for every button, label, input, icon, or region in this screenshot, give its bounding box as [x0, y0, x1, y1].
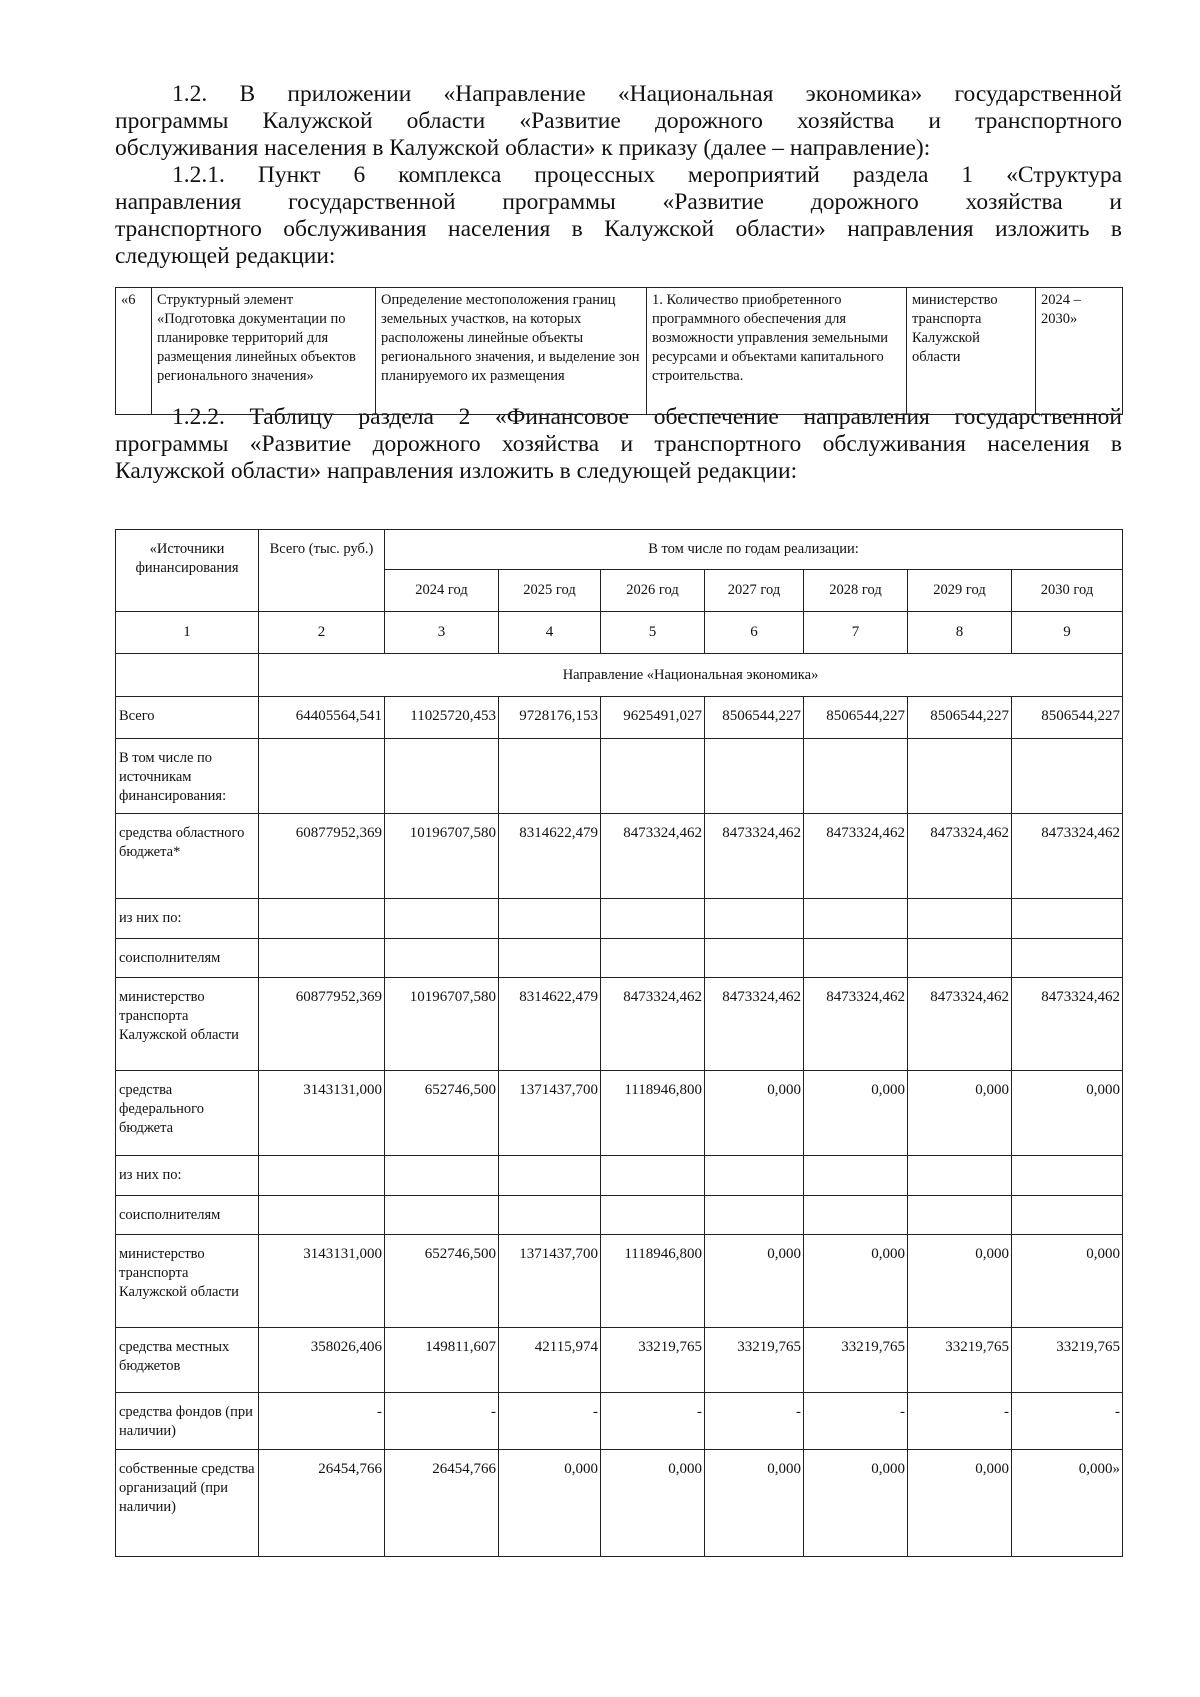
value-cell [1012, 939, 1123, 978]
paragraph-1-2-2 [115, 404, 1122, 485]
value-cell [908, 1156, 1012, 1196]
column-index: 5 [601, 612, 705, 654]
value-cell: 149811,607 [385, 1328, 499, 1393]
value-cell [385, 899, 499, 939]
paragraph-line: обслуживания населения в Калужской области» к приказу (далее – направление): [115, 135, 931, 161]
value-cell [499, 1196, 601, 1235]
value-cell: 9625491,027 [601, 697, 705, 739]
table-row [116, 739, 1123, 814]
column-index: 3 [385, 612, 499, 654]
value-cell [804, 739, 908, 814]
value-cell: 3143131,000 [259, 1071, 385, 1156]
value-cell: - [908, 1393, 1012, 1450]
header-year: 2029 год [908, 570, 1012, 612]
value-cell [601, 739, 705, 814]
item-period: 2024 – 2030» [1036, 288, 1123, 415]
value-cell [259, 899, 385, 939]
value-cell: 8314622,479 [499, 814, 601, 899]
value-cell: 8473324,462 [705, 814, 804, 899]
table-row [116, 1450, 1123, 1557]
value-cell: 10196707,580 [385, 814, 499, 899]
value-cell: 26454,766 [385, 1450, 499, 1557]
table-row [116, 1328, 1123, 1393]
value-cell: 0,000 [1012, 1235, 1123, 1328]
row-label: министерство транспорта Калужской области [116, 1235, 259, 1328]
value-cell: 33219,765 [908, 1328, 1012, 1393]
value-cell [804, 1156, 908, 1196]
value-cell [385, 1196, 499, 1235]
value-cell: 0,000 [705, 1071, 804, 1156]
value-cell: 60877952,369 [259, 978, 385, 1071]
table-row [116, 1196, 1123, 1235]
value-cell: 10196707,580 [385, 978, 499, 1071]
header-year: 2025 год [499, 570, 601, 612]
value-cell: 8473324,462 [601, 814, 705, 899]
value-cell: 0,000 [1012, 1071, 1123, 1156]
value-cell [259, 1156, 385, 1196]
header-year: 2026 год [601, 570, 705, 612]
value-cell: - [1012, 1393, 1123, 1450]
paragraph-line: Калужской области» направления изложить в следующей редакции: [115, 458, 798, 484]
header-source: «Источники финансирования [116, 530, 259, 612]
table-row [116, 1393, 1123, 1450]
row-label: В том числе по источникам финансирования: [116, 739, 259, 814]
value-cell: 652746,500 [385, 1071, 499, 1156]
value-cell: 8506544,227 [804, 697, 908, 739]
value-cell: 8506544,227 [908, 697, 1012, 739]
value-cell: 1371437,700 [499, 1235, 601, 1328]
value-cell: 8473324,462 [601, 978, 705, 1071]
row-label: собственные средства организаций (при наличии) [116, 1450, 259, 1557]
column-index: 9 [1012, 612, 1123, 654]
value-cell: - [499, 1393, 601, 1450]
value-cell: 0,000 [499, 1450, 601, 1557]
value-cell: 33219,765 [601, 1328, 705, 1393]
value-cell [804, 1196, 908, 1235]
value-cell: 0,000 [804, 1071, 908, 1156]
value-cell [705, 739, 804, 814]
index-row [116, 612, 1123, 654]
value-cell [499, 899, 601, 939]
column-index: 7 [804, 612, 908, 654]
section-row [116, 654, 1123, 697]
value-cell: 652746,500 [385, 1235, 499, 1328]
paragraph-line: направления государственной программы «Развитие дорожного хозяйства и [115, 189, 1122, 215]
value-cell [705, 1196, 804, 1235]
column-index: 6 [705, 612, 804, 654]
paragraph-1-2 [115, 81, 1122, 162]
row-label: средства фондов (при наличии) [116, 1393, 259, 1450]
value-cell [705, 939, 804, 978]
value-cell: 8506544,227 [705, 697, 804, 739]
value-cell: - [804, 1393, 908, 1450]
header-year: 2027 год [705, 570, 804, 612]
row-label: средства федерального бюджета [116, 1071, 259, 1156]
value-cell [804, 899, 908, 939]
column-index: 8 [908, 612, 1012, 654]
value-cell: 0,000 [601, 1450, 705, 1557]
value-cell: 8473324,462 [908, 978, 1012, 1071]
value-cell [601, 1196, 705, 1235]
paragraph-line: транспортного обслуживания населения в Калужской области» направления изложить в [115, 216, 1122, 242]
row-label: Всего [116, 697, 259, 739]
paragraph-1-2-1 [115, 162, 1122, 270]
value-cell: 8473324,462 [1012, 978, 1123, 1071]
value-cell [385, 739, 499, 814]
value-cell [705, 899, 804, 939]
value-cell [601, 1156, 705, 1196]
section-empty-cell [116, 654, 259, 697]
structure-item-table [115, 287, 1123, 415]
value-cell: 8473324,462 [705, 978, 804, 1071]
value-cell: 0,000 [908, 1071, 1012, 1156]
table-row [116, 1071, 1123, 1156]
value-cell [1012, 1156, 1123, 1196]
value-cell: 8473324,462 [804, 978, 908, 1071]
paragraph-line: 1.2.2. Таблицу раздела 2 «Финансовое обеспечение направления государственной [172, 404, 1122, 430]
value-cell: 33219,765 [705, 1328, 804, 1393]
value-cell [385, 939, 499, 978]
row-label: средства местных бюджетов [116, 1328, 259, 1393]
value-cell: 9728176,153 [499, 697, 601, 739]
table-row [116, 939, 1123, 978]
value-cell [908, 739, 1012, 814]
value-cell [499, 939, 601, 978]
value-cell: - [601, 1393, 705, 1450]
value-cell [499, 739, 601, 814]
value-cell: - [385, 1393, 499, 1450]
value-cell: 11025720,453 [385, 697, 499, 739]
table-row [116, 814, 1123, 899]
value-cell: 0,000 [804, 1450, 908, 1557]
row-label: из них по: [116, 899, 259, 939]
value-cell [259, 1196, 385, 1235]
row-label: из них по: [116, 1156, 259, 1196]
value-cell: 0,000» [1012, 1450, 1123, 1557]
value-cell [1012, 899, 1123, 939]
value-cell: - [705, 1393, 804, 1450]
value-cell [499, 1156, 601, 1196]
value-cell [908, 899, 1012, 939]
value-cell [908, 1196, 1012, 1235]
table-row [116, 978, 1123, 1071]
item-task: Определение местоположения границ земельных участков, на которых расположены линейные объекты регионального значения, и выделение зон планируемого их размещения [376, 288, 647, 415]
value-cell: 60877952,369 [259, 814, 385, 899]
value-cell: 8314622,479 [499, 978, 601, 1071]
header-total: Всего (тыс. руб.) [259, 530, 385, 612]
value-cell [601, 899, 705, 939]
value-cell [259, 739, 385, 814]
value-cell: 64405564,541 [259, 697, 385, 739]
row-label: соисполнителям [116, 1196, 259, 1235]
column-index: 2 [259, 612, 385, 654]
header-year: 2028 год [804, 570, 908, 612]
paragraph-line: программы Калужской области «Развитие дорожного хозяйства и транспортного [115, 108, 1122, 134]
value-cell: 3143131,000 [259, 1235, 385, 1328]
item-number: «6 [116, 288, 152, 415]
value-cell [804, 939, 908, 978]
header-row [116, 530, 1123, 570]
value-cell [1012, 739, 1123, 814]
row-label: соисполнителям [116, 939, 259, 978]
item-responsible: министерство транспорта Калужской области [907, 288, 1036, 415]
item-indicator: 1. Количество приобретенного программного обеспечения для возможности управления земельными ресурсами и объектами капитального строительства. [647, 288, 907, 415]
column-index: 1 [116, 612, 259, 654]
column-index: 4 [499, 612, 601, 654]
value-cell: 1118946,800 [601, 1235, 705, 1328]
header-year: 2030 год [1012, 570, 1123, 612]
header-by-years: В том числе по годам реализации: [385, 530, 1123, 570]
table-row [116, 288, 1123, 415]
paragraph-line: следующей редакции: [115, 243, 336, 269]
value-cell: 8473324,462 [908, 814, 1012, 899]
value-cell: 42115,974 [499, 1328, 601, 1393]
header-year: 2024 год [385, 570, 499, 612]
value-cell: 0,000 [804, 1235, 908, 1328]
value-cell [908, 939, 1012, 978]
financing-table [115, 529, 1123, 1557]
item-structural-element: Структурный элемент «Подготовка документации по планировке территорий для размещения линейных объектов регионального значения» [152, 288, 376, 415]
value-cell: 0,000 [908, 1450, 1012, 1557]
value-cell [1012, 1196, 1123, 1235]
table-row [116, 1156, 1123, 1196]
table-row [116, 697, 1123, 739]
value-cell: 8473324,462 [1012, 814, 1123, 899]
table-row [116, 1235, 1123, 1328]
value-cell: 1371437,700 [499, 1071, 601, 1156]
value-cell: - [259, 1393, 385, 1450]
value-cell: 358026,406 [259, 1328, 385, 1393]
value-cell [259, 939, 385, 978]
table-row [116, 899, 1123, 939]
value-cell: 0,000 [908, 1235, 1012, 1328]
value-cell: 33219,765 [804, 1328, 908, 1393]
row-label: средства областного бюджета* [116, 814, 259, 899]
value-cell [601, 939, 705, 978]
value-cell: 1118946,800 [601, 1071, 705, 1156]
paragraph-line: 1.2.1. Пункт 6 комплекса процессных мероприятий раздела 1 «Структура [172, 162, 1122, 188]
value-cell: 8506544,227 [1012, 697, 1123, 739]
section-title: Направление «Национальная экономика» [259, 654, 1123, 697]
row-label: министерство транспорта Калужской области [116, 978, 259, 1071]
value-cell [385, 1156, 499, 1196]
value-cell: 26454,766 [259, 1450, 385, 1557]
paragraph-line: 1.2. В приложении «Направление «Национальная экономика» государственной [172, 81, 1122, 107]
paragraph-line: программы «Развитие дорожного хозяйства и транспортного обслуживания населения в [115, 431, 1122, 457]
value-cell: 0,000 [705, 1235, 804, 1328]
value-cell: 33219,765 [1012, 1328, 1123, 1393]
value-cell: 8473324,462 [804, 814, 908, 899]
value-cell [705, 1156, 804, 1196]
value-cell: 0,000 [705, 1450, 804, 1557]
